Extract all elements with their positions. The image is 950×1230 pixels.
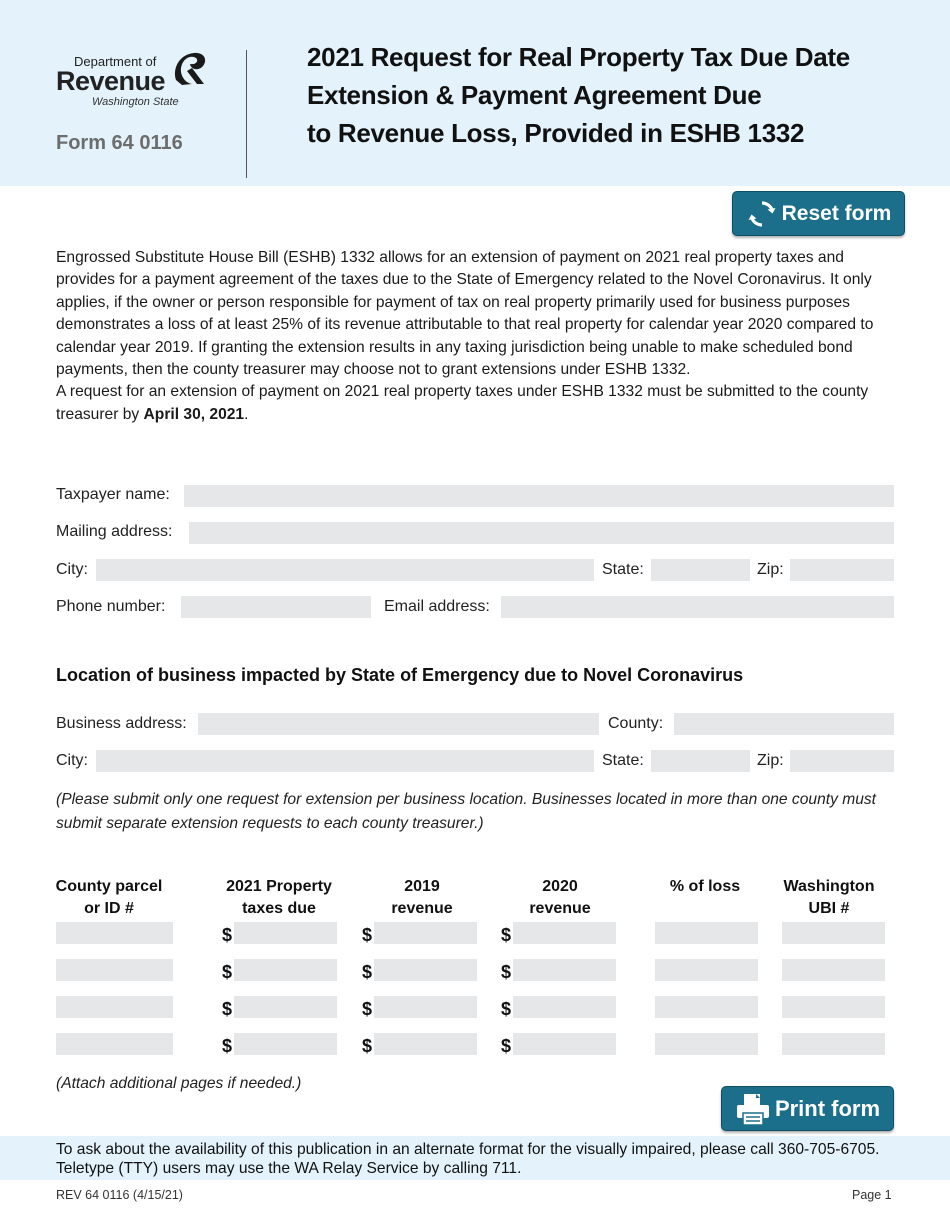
- county-input[interactable]: [674, 713, 894, 735]
- intro-paragraph-1: Engrossed Substitute House Bill (ESHB) 1332 allows for an extension of payment on 2021 real property taxes and provides for a payment agreement of the taxes due to the State of Emergency related to the Novel Coronavirus. It only applies, if the owner or person responsible for payment of tax on real property primarily used for business purposes demonstrates a loss of at least 25% of its revenue attributable to that real property for calendar year 2020 compared to calendar year 2019. If granting the extension results in any taxing jurisdiction being unable to make scheduled bond payments, then the county treasurer may choose not to grant extensions under ESHB 1332.: [56, 249, 874, 379]
- title-line-1: 2021 Request for Real Property Tax Due Date: [307, 42, 850, 72]
- taxes-due-input[interactable]: [234, 922, 337, 944]
- taxpayer-name-input[interactable]: [184, 485, 894, 507]
- email-label: Email address:: [384, 598, 490, 615]
- logo-state-text: Washington State: [92, 96, 179, 108]
- intro-deadline-date: April 30, 2021: [143, 405, 245, 423]
- ubi-input[interactable]: [782, 996, 885, 1018]
- refresh-icon: [746, 199, 778, 229]
- print-form-label: Print form: [774, 1095, 881, 1121]
- reset-form-label: Reset form: [781, 201, 892, 225]
- dor-logo: [56, 50, 216, 114]
- taxpayer-name-label: Taxpayer name:: [56, 486, 170, 503]
- dollar-sign: $: [501, 999, 512, 1019]
- col-header-2019-line1: 2019: [404, 878, 440, 895]
- city-label: City:: [56, 561, 88, 578]
- title-line-2: Extension & Payment Agreement Due: [307, 80, 762, 110]
- loss-percent-input[interactable]: [655, 922, 758, 944]
- revenue-2020-input[interactable]: [513, 922, 616, 944]
- state-label: State:: [602, 561, 644, 578]
- dollar-sign: $: [501, 962, 512, 982]
- intro-deadline-prefix: A request for an extension of payment on 2021 real property taxes under ESHB 1332 must be submitted to the county treasurer by: [56, 383, 869, 423]
- location-note: (Please submit only one request for extension per business location. Businesses located in more than one county must submit separate extension requests to each county treasurer.): [56, 791, 876, 832]
- attach-note: (Attach additional pages if needed.): [56, 1075, 302, 1092]
- intro-deadline-suffix: .: [244, 405, 249, 423]
- email-input[interactable]: [501, 596, 894, 618]
- col-header-ubi: [770, 876, 888, 920]
- taxes-due-input[interactable]: [234, 1033, 337, 1055]
- phone-label: Phone number:: [56, 598, 166, 615]
- parcel-id-input[interactable]: [56, 922, 173, 944]
- revenue-2020-input[interactable]: [513, 1033, 616, 1055]
- page-number: Page 1: [852, 1188, 892, 1202]
- loss-percent-input[interactable]: [655, 1033, 758, 1055]
- ubi-input[interactable]: [782, 1033, 885, 1055]
- business-address-label: Business address:: [56, 715, 187, 732]
- state-input[interactable]: [651, 559, 750, 581]
- accessibility-note: To ask about the availability of this publication in an alternate format for the visually impaired, please call 360-705-6705. Teletype (TTY) users may use the WA Relay Service by calling 711.: [56, 1141, 880, 1177]
- location-heading: Location of business impacted by State of Emergency due to Novel Coronavirus: [56, 665, 744, 685]
- revenue-2019-input[interactable]: [374, 922, 477, 944]
- ubi-input[interactable]: [782, 959, 885, 981]
- revenue-2019-input[interactable]: [374, 1033, 477, 1055]
- printer-icon: [735, 1092, 771, 1126]
- business-city-input[interactable]: [96, 750, 594, 772]
- revenue-swirl-icon: [170, 50, 208, 86]
- form-number: Form 64 0116: [56, 132, 183, 154]
- parcel-id-input[interactable]: [56, 959, 173, 981]
- city-input[interactable]: [96, 559, 594, 581]
- col-header-ubi-line2: UBI #: [808, 900, 850, 917]
- revenue-2019-input[interactable]: [374, 959, 477, 981]
- taxes-due-input[interactable]: [234, 996, 337, 1018]
- col-header-2020-line1: 2020: [542, 878, 578, 895]
- col-header-ubi-line1: Washington: [783, 878, 875, 895]
- parcel-id-input[interactable]: [56, 1033, 173, 1055]
- col-header-taxes-line1: 2021 Property: [226, 878, 332, 895]
- title-line-3: to Revenue Loss, Provided in ESHB 1332: [307, 118, 805, 148]
- revision-code: REV 64 0116 (4/15/21): [56, 1188, 183, 1202]
- dollar-sign: $: [222, 1036, 233, 1056]
- mailing-address-input[interactable]: [189, 522, 894, 544]
- business-state-label: State:: [602, 752, 644, 769]
- col-header-parcel: [40, 876, 178, 920]
- col-header-loss: [655, 876, 755, 898]
- taxes-due-input[interactable]: [234, 959, 337, 981]
- business-city-label: City:: [56, 752, 88, 769]
- dollar-sign: $: [501, 925, 512, 945]
- col-header-2020: [500, 876, 620, 920]
- page-title: [307, 38, 927, 152]
- dollar-sign: $: [501, 1036, 512, 1056]
- revenue-2020-input[interactable]: [513, 996, 616, 1018]
- print-form-button[interactable]: [721, 1086, 894, 1131]
- reset-form-button[interactable]: [732, 191, 905, 236]
- county-label: County:: [608, 715, 664, 732]
- col-header-2019-line2: revenue: [391, 900, 453, 917]
- col-header-taxes: [212, 876, 346, 920]
- col-header-parcel-line2: or ID #: [84, 900, 134, 917]
- dollar-sign: $: [362, 1036, 373, 1056]
- mailing-address-label: Mailing address:: [56, 523, 173, 540]
- intro-text: [56, 247, 896, 426]
- dollar-sign: $: [222, 925, 233, 945]
- loss-percent-input[interactable]: [655, 996, 758, 1018]
- dollar-sign: $: [362, 962, 373, 982]
- col-header-2020-line2: revenue: [529, 900, 591, 917]
- business-zip-label: Zip:: [757, 752, 784, 769]
- business-address-input[interactable]: [198, 713, 599, 735]
- loss-percent-input[interactable]: [655, 959, 758, 981]
- zip-input[interactable]: [790, 559, 894, 581]
- parcel-id-input[interactable]: [56, 996, 173, 1018]
- dollar-sign: $: [362, 999, 373, 1019]
- phone-input[interactable]: [181, 596, 371, 618]
- dollar-sign: $: [222, 999, 233, 1019]
- header-divider: [246, 50, 247, 178]
- col-header-parcel-line1: County parcel: [55, 878, 163, 895]
- zip-label: Zip:: [757, 561, 784, 578]
- dollar-sign: $: [362, 925, 373, 945]
- intro-paragraph-2: [56, 381, 896, 426]
- col-header-taxes-line2: taxes due: [242, 900, 316, 917]
- logo-dept-text: Department of: [74, 54, 157, 69]
- business-zip-input[interactable]: [790, 750, 894, 772]
- logo-revenue-text: Revenue: [56, 66, 166, 96]
- business-state-input[interactable]: [651, 750, 750, 772]
- revenue-2020-input[interactable]: [513, 959, 616, 981]
- dollar-sign: $: [222, 962, 233, 982]
- revenue-2019-input[interactable]: [374, 996, 477, 1018]
- col-header-2019: [362, 876, 482, 920]
- ubi-input[interactable]: [782, 922, 885, 944]
- col-header-loss-line1: % of loss: [669, 878, 741, 895]
